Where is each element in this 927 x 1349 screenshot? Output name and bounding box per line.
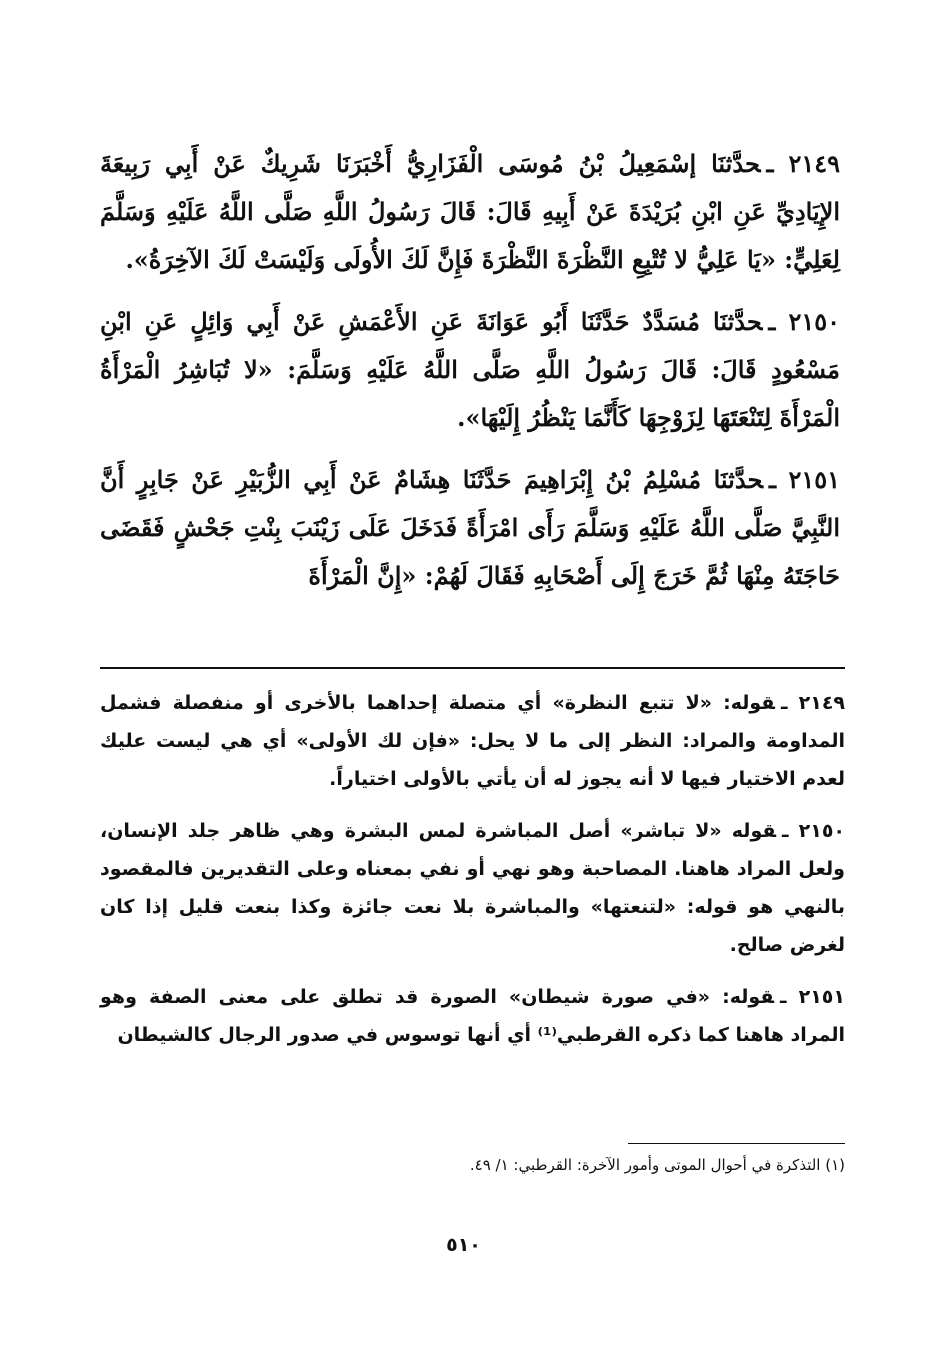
hadith-number: ٢١٤٩ ـ	[766, 149, 841, 178]
commentary-block	[100, 684, 845, 1068]
footnote-divider	[628, 1143, 845, 1144]
note-number: ٢١٥٠ ـ	[782, 820, 846, 842]
hadith-number: ٢١٥١ ـ	[768, 465, 840, 494]
note-number: ٢١٤٩ ـ	[780, 692, 846, 714]
hadith-body: حدَّثنَا مُسَدَّدٌ حَدَّثَنَا أَبُو عَوَانَةَ عَنِ الأَعْمَشِ عَنْ أَبِي وَائِلٍ عَنِ ابْنِ مَسْعُودٍ قَالَ: قَالَ رَسُولُ اللَّهِ صَلَّى اللَّهُ عَلَيْهِ وَسَلَّمَ: «لا تُبَاشِرُ الْمَرْأَةُ الْمَرْأَةَ لِتَنْعَتَهَا لِزَوْجِهَا كَأَنَّمَا يَنْظُرُ إِلَيْهَا».	[100, 307, 840, 432]
note-2149	[100, 684, 845, 798]
hadith-number: ٢١٥٠ ـ	[768, 307, 840, 336]
note-body: قوله: «في صورة شيطان» الصورة قد تطلق على معنى الصفة وهو المراد هاهنا كما ذكره القرطبي⁽¹⁾ أي أنها توسوس في صدور الرجال كالشيطان	[100, 986, 845, 1046]
hadith-body: حدَّثنَا مُسْلِمُ بْنُ إِبْرَاهِيمَ حَدَّثَنَا هِشَامٌ عَنْ أَبِي الزُّبَيْرِ عَنْ جَابِرٍ أَنَّ النَّبِيَّ صَلَّى اللَّهُ عَلَيْهِ وَسَلَّمَ رَأَى امْرَأَةً فَدَخَلَ عَلَى زَيْنَبَ بِنْتِ جَحْشٍ فَقَضَى حَاجَتَهُ مِنْهَا ثُمَّ خَرَجَ إِلَى أَصْحَابِهِ فَقَالَ لَهُمْ: «إِنَّ الْمَرْأَةَ	[100, 465, 840, 590]
page-number: ٥١٠	[446, 1234, 481, 1256]
hadith-2150	[100, 298, 840, 442]
note-body: قوله: «لا تتبع النظرة» أي متصلة إحداهما بالأخرى أو منفصلة فشمل المداومة والمراد: النظر إلى ما لا يحل: «فإن لك الأولى» أي هي ليست عليك لعدم الاختيار فيها لا أنه يجوز له أن يأتي بالأولى اختياراً.	[100, 692, 845, 790]
note-2150	[100, 812, 845, 964]
note-number: ٢١٥١ ـ	[780, 986, 845, 1008]
footnote: (١) التذكرة في أحوال الموتى وأمور الآخرة: القرطبي: ١/ ٤٩.	[469, 1156, 845, 1174]
hadith-text-block	[100, 140, 840, 614]
note-2151	[100, 978, 845, 1054]
hadith-body: حدَّثنَا إسْمَعِيلُ بْنُ مُوسَى الْفَزَارِيُّ أَخْبَرَنَا شَرِيكٌ عَنْ أَبِي رَبِيعَةَ الإِيَادِيِّ عَنِ ابْنِ بُرَيْدَةَ عَنْ أَبِيهِ قَالَ: قَالَ رَسُولُ اللَّهِ صَلَّى اللَّهُ عَلَيْهِ وَسَلَّمَ لِعَلِيٍّ: «يَا عَلِيُّ لا تُتْبِعِ النَّظْرَةَ النَّظْرَةَ فَإِنَّ لَكَ الأُولَى وَلَيْسَتْ لَكَ الآخِرَةُ».	[100, 149, 840, 274]
commentary-divider	[100, 667, 845, 669]
hadith-2151	[100, 456, 840, 600]
note-body: قوله «لا تباشر» أصل المباشرة لمس البشرة وهي ظاهر جلد الإنسان، ولعل المراد هاهنا. المصاحبة وهو نهي أو نفي بمعناه وعلى التقديرين فالمقصود بالنهي هو قوله: «لتنعتها» والمباشرة بلا نعت جائزة وكذا بنعت قليل إذا كان لغرض صالح.	[100, 820, 845, 956]
hadith-2149	[100, 140, 840, 284]
